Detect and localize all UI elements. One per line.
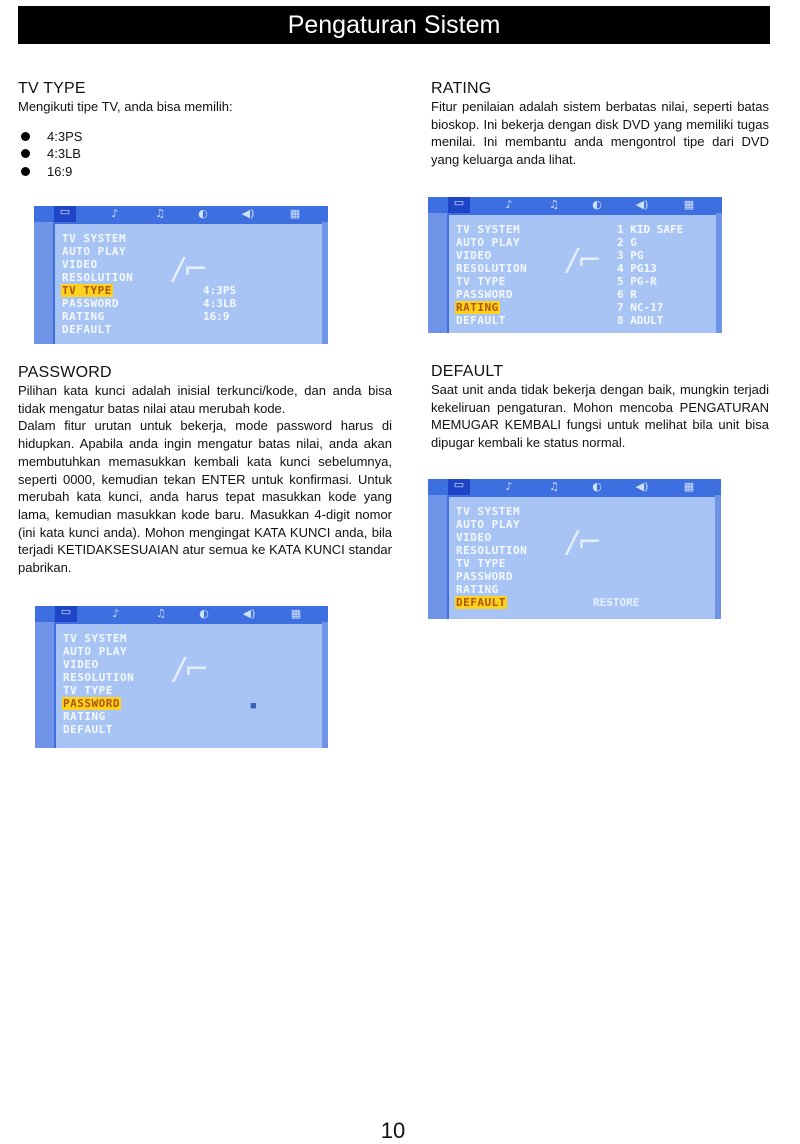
menu-item: RESOLUTION: [456, 544, 528, 557]
section-heading: RATING: [431, 80, 492, 97]
section-intro: Mengikuti tipe TV, anda bisa memilih:: [18, 99, 233, 114]
menu-item: DEFAULT: [62, 323, 112, 336]
volume-icon: ◀): [242, 607, 256, 620]
submenu-item: 3 PG: [617, 249, 644, 262]
menu-item-selected: PASSWORD: [63, 697, 120, 710]
volume-icon: ◀): [241, 207, 255, 220]
section-body: Pilihan kata kunci adalah inisial terkunci/kode, dan anda bisa tidak mengatur batas nilai atau merubah kode.: [18, 383, 392, 416]
menu-item: RATING: [63, 710, 106, 723]
menu-panel: [447, 213, 716, 333]
menu-item-selected: RATING: [456, 301, 499, 314]
disc-icon: ◐: [592, 198, 602, 211]
music-icon: ♫: [549, 198, 559, 211]
menu-panel: [53, 222, 322, 344]
menu-item: TV TYPE: [456, 557, 506, 570]
disc-icon: ◐: [198, 207, 208, 220]
disc-icon: ◐: [592, 480, 602, 493]
logo-icon: /⌐: [173, 252, 209, 287]
restore-option: RESTORE: [593, 596, 640, 609]
menu-screen-tv-type: [34, 206, 328, 344]
submenu-item: 4:3LB: [203, 297, 237, 310]
menu-list: [61, 232, 134, 336]
disc-icon: ◐: [199, 607, 209, 620]
menu-item: TV SYSTEM: [456, 223, 521, 236]
menu-item-selected: TV TYPE: [62, 284, 112, 297]
option-list: [18, 128, 392, 181]
submenu-options: [203, 284, 236, 323]
submenu-options: [617, 223, 683, 327]
section-rating: [431, 80, 769, 169]
list-item: 4:3LB: [18, 145, 392, 163]
menu-item: VIDEO: [456, 249, 492, 262]
tab-bar: [428, 197, 722, 213]
menu-list: [62, 632, 135, 736]
speaker-icon: ♪: [505, 198, 513, 211]
section-heading: TV TYPE: [18, 80, 86, 97]
submenu-item: 6 R: [617, 288, 637, 301]
page-number: 10: [380, 1118, 406, 1143]
section-body: Fitur penilaian adalah sistem berbatas nilai, seperti batas bioskop. Ini bekerja dengan disk DVD yang memiliki tugas menilai. Ini membantu anda mengontrol tipe dari DVD yang keluarga anda lihat.: [431, 99, 769, 168]
tab-bar: [34, 206, 328, 222]
menu-item: PASSWORD: [62, 297, 119, 310]
logo-icon: /⌐: [567, 525, 603, 560]
tab-bar: [35, 606, 328, 622]
section-default: [431, 363, 769, 452]
submenu-item: 2 G: [617, 236, 637, 249]
bullet-icon: [21, 132, 30, 141]
submenu-item: 4 PG13: [617, 262, 657, 275]
screen-icon: ▭: [55, 606, 77, 622]
menu-item: TV SYSTEM: [63, 632, 128, 645]
submenu-item: 16:9: [203, 310, 230, 323]
music-icon: ♫: [155, 207, 165, 220]
submenu-item: 5 PG-R: [617, 275, 657, 288]
menu-item: RATING: [62, 310, 105, 323]
menu-panel: [54, 622, 322, 748]
speaker-icon: ♪: [112, 607, 120, 620]
menu-item: RESOLUTION: [456, 262, 528, 275]
menu-item: RESOLUTION: [63, 671, 135, 684]
music-icon: ♫: [549, 480, 559, 493]
grid-icon: ▦: [289, 207, 301, 220]
menu-item: TV SYSTEM: [456, 505, 521, 518]
screen-icon: ▭: [448, 479, 470, 495]
speaker-icon: ♪: [111, 207, 119, 220]
section-heading: PASSWORD: [18, 364, 112, 381]
submenu-item: 1 KID SAFE: [617, 223, 684, 236]
page-header: [18, 6, 770, 44]
logo-icon: /⌐: [174, 652, 210, 687]
submenu-item: 7 NC-17: [617, 301, 664, 314]
speaker-icon: ♪: [505, 480, 513, 493]
menu-item: PASSWORD: [456, 288, 513, 301]
grid-icon: ▦: [683, 198, 695, 211]
list-item: 16:9: [18, 163, 392, 181]
section-password: [18, 364, 392, 577]
menu-screen-password: [35, 606, 328, 748]
menu-item: DEFAULT: [63, 723, 113, 736]
screen-icon: ▭: [54, 206, 76, 222]
menu-item: TV SYSTEM: [62, 232, 127, 245]
menu-screen-rating: [428, 197, 722, 333]
grid-icon: ▦: [683, 480, 695, 493]
logo-icon: /⌐: [567, 243, 603, 278]
section-tv-type: [18, 80, 392, 180]
menu-item: AUTO PLAY: [63, 645, 128, 658]
section-body: Dalam fitur urutan untuk bekerja, mode password harus di hidupkan. Apabila anda ingin mengatur batas nilai, anda akan membutuhkan memasukkan kembali kata kunci sebelumnya, seperti 0000, kemudian tekan ENTER untuk konfirmasi. Untuk merubah kata kunci, anda harus tepat masukkan kode yang lama, kemudian masukkan kode baru. Masukkan 4-digit nomor (ini kata kunci anda). Mohon mengingat KATA KUNCI anda, bila terjadi KETIDAKSESUAIAN atur semua ke KATA KUNCI standar pabrikan.: [18, 418, 392, 576]
volume-icon: ◀): [635, 198, 649, 211]
grid-icon: ▦: [290, 607, 302, 620]
lock-icon: ■: [250, 700, 257, 712]
menu-list: [455, 505, 528, 609]
menu-list: [455, 223, 528, 327]
menu-screen-default: [428, 479, 721, 619]
menu-item-selected: DEFAULT: [456, 596, 506, 609]
page-title: Pengaturan Sistem: [287, 11, 501, 39]
menu-item: AUTO PLAY: [456, 518, 521, 531]
submenu-item: 4:3PS: [203, 284, 237, 297]
menu-item: RESOLUTION: [62, 271, 134, 284]
bullet-icon: [21, 149, 30, 158]
music-icon: ♫: [156, 607, 166, 620]
menu-item: AUTO PLAY: [62, 245, 127, 258]
menu-item: AUTO PLAY: [456, 236, 521, 249]
menu-panel: [447, 495, 715, 619]
bullet-icon: [21, 167, 30, 176]
section-body: Saat unit anda tidak bekerja dengan baik, mungkin terjadi kekeliruan pengaturan. Mohon mencoba PENGATURAN MEMUGAR KEMBALI fungsi untuk melihat bila unit bisa dipugar kembali ke status normal.: [431, 382, 769, 451]
menu-item: VIDEO: [62, 258, 98, 271]
menu-item: TV TYPE: [63, 684, 113, 697]
section-heading: DEFAULT: [431, 363, 504, 380]
tab-bar: [428, 479, 721, 495]
menu-item: VIDEO: [456, 531, 492, 544]
submenu-item: 8 ADULT: [617, 314, 664, 327]
list-item: 4:3PS: [18, 128, 392, 146]
menu-item: DEFAULT: [456, 314, 506, 327]
screen-icon: ▭: [448, 197, 470, 213]
menu-item: RATING: [456, 583, 499, 596]
volume-icon: ◀): [635, 480, 649, 493]
menu-item: TV TYPE: [456, 275, 506, 288]
menu-item: VIDEO: [63, 658, 99, 671]
menu-item: PASSWORD: [456, 570, 513, 583]
